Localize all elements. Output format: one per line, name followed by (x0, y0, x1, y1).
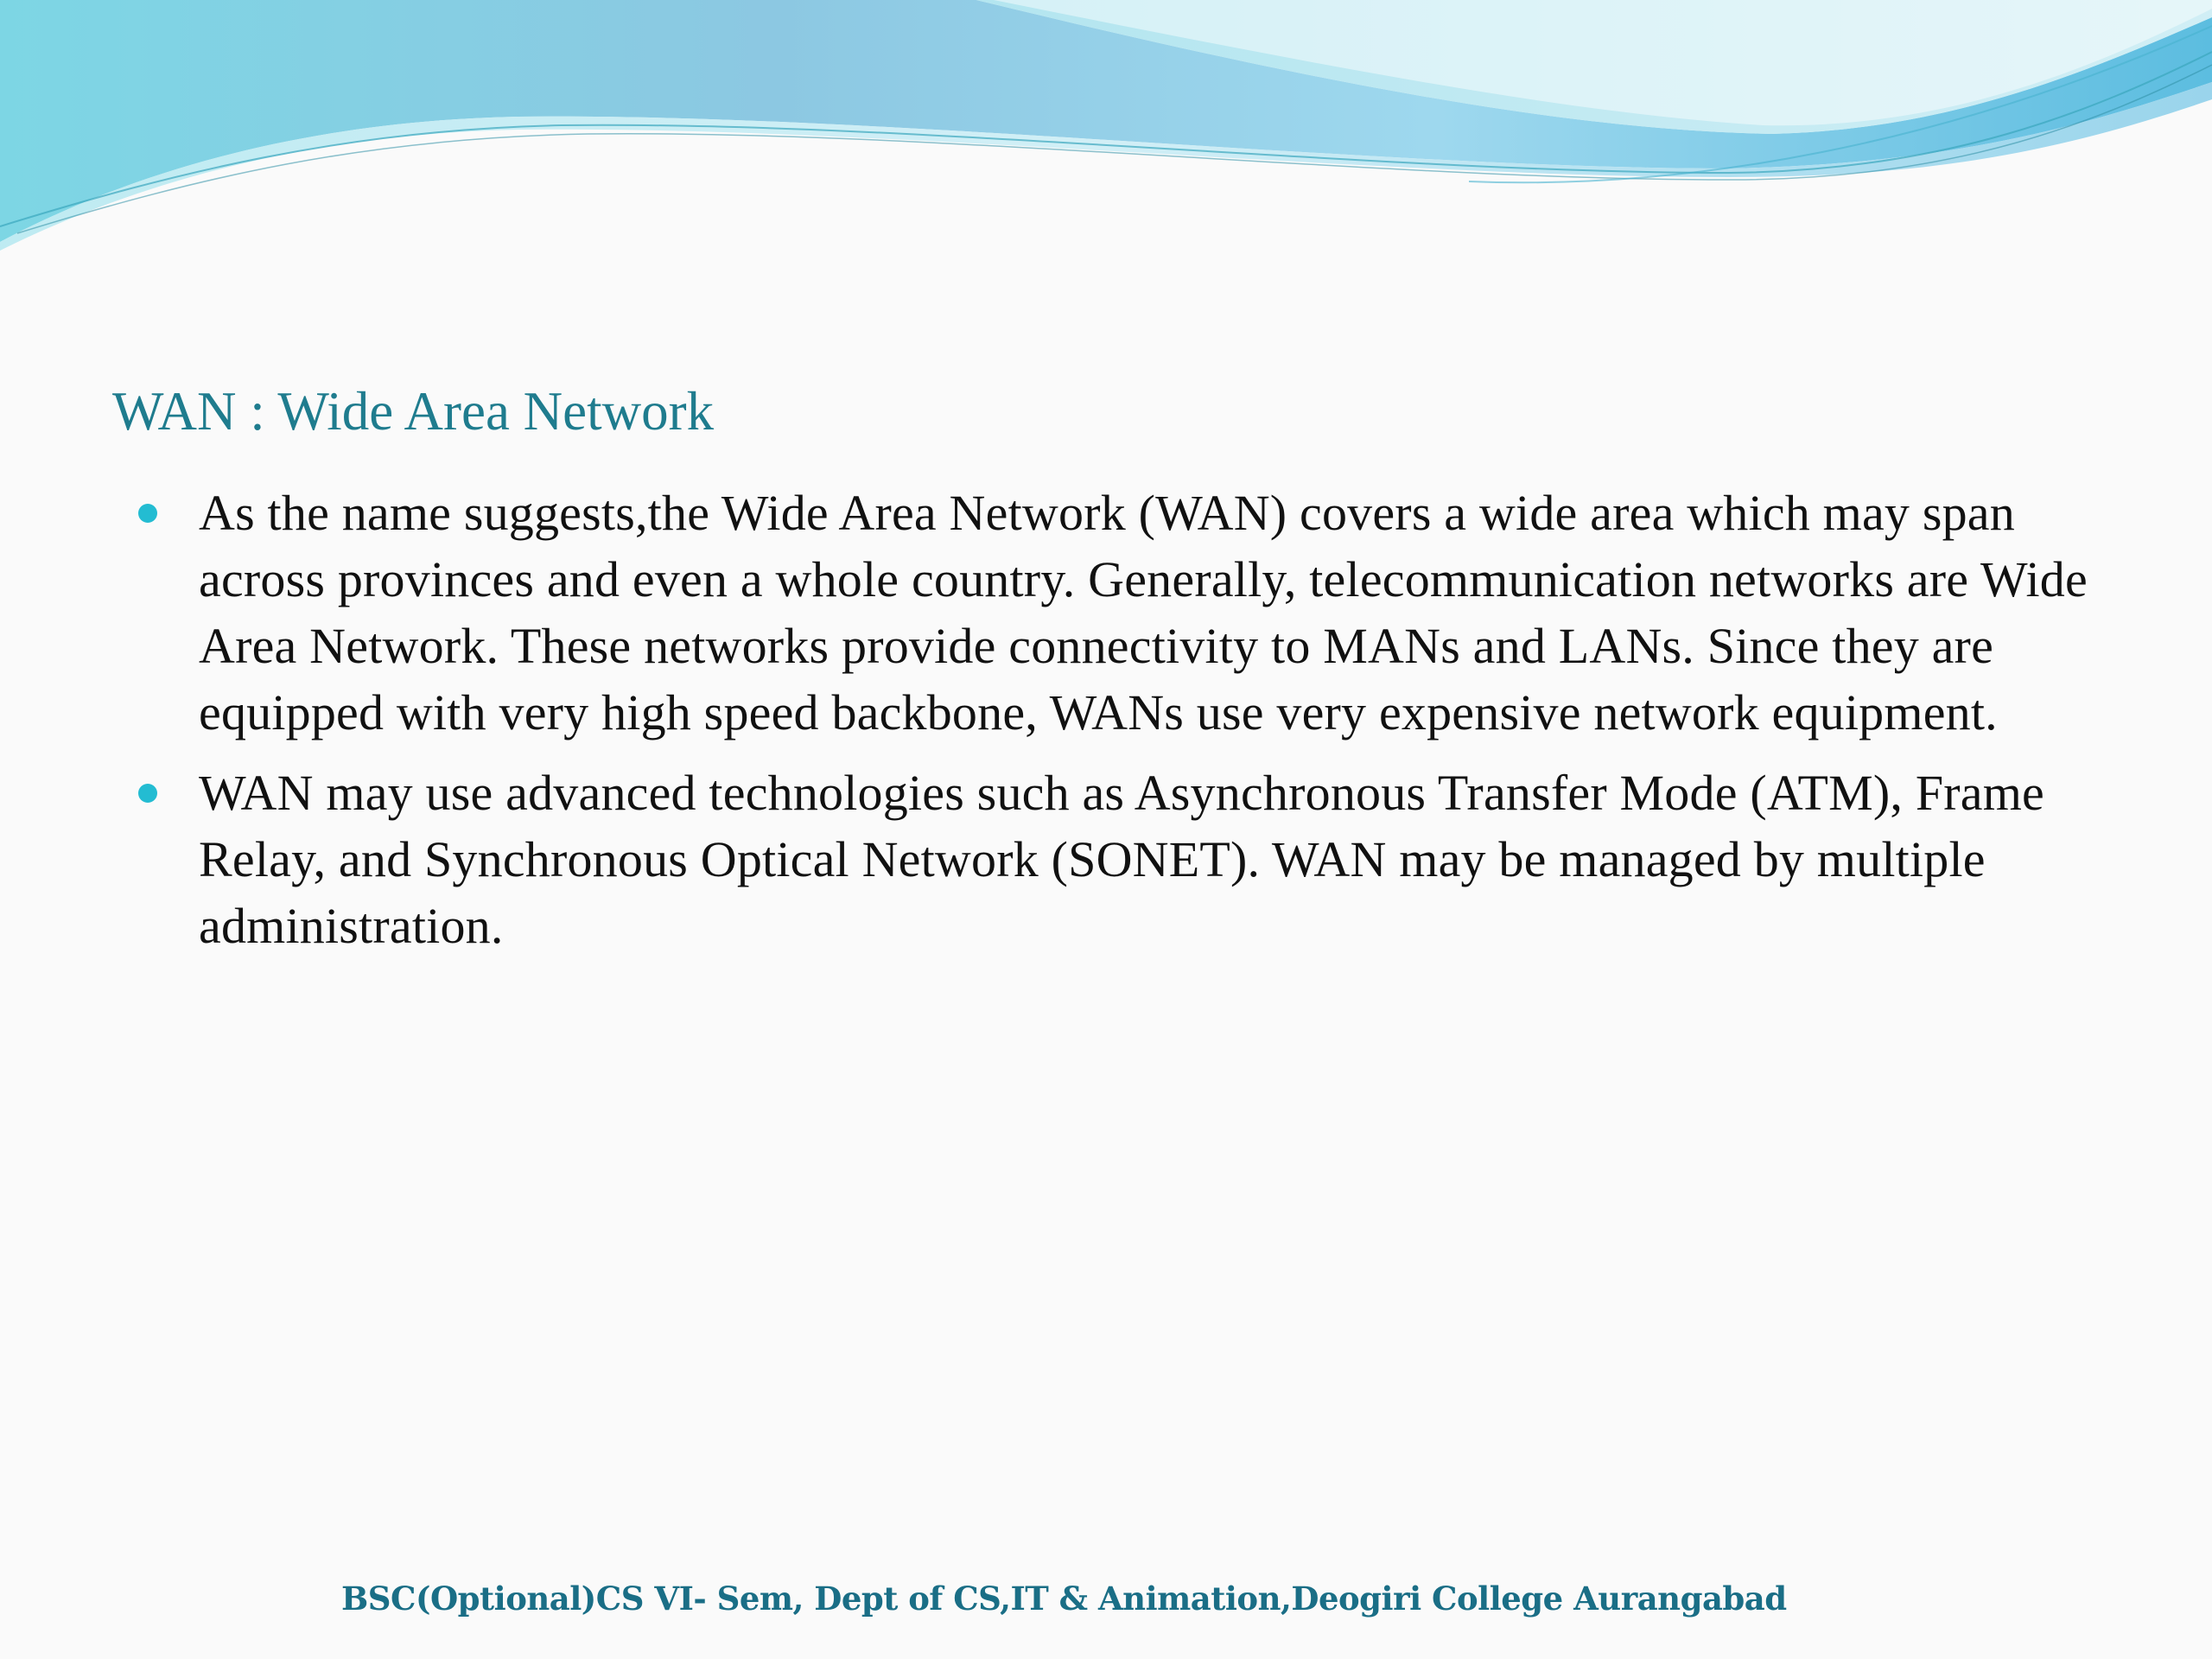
bullet-list (0, 480, 2212, 973)
bullet-text: WAN may use advanced technologies such as Asynchronous Transfer Mode (ATM), Frame Relay, and Synchronous Optical Network (SONET). WAN may be managed by multiple administration. (199, 765, 2045, 954)
bullet-item (0, 760, 2212, 959)
bullet-dot-icon (138, 504, 157, 523)
bullet-text: As the name suggests,the Wide Area Network (WAN) covers a wide area which may span across provinces and even a whole country. Generally, telecommunication networks are Wide Area Network. These networks provide connectivity to MANs and LANs. Since they are equipped with very high speed backbone, WANs use very expensive network equipment. (199, 485, 2088, 741)
bullet-item (0, 480, 2212, 746)
slide-footer: BSC(Optional)CS VI- Sem, Dept of CS,IT & Animation,Deogiri College Aurangabad (341, 1580, 1787, 1618)
bullet-dot-icon (138, 784, 157, 803)
slide-title: WAN : Wide Area Network (112, 381, 715, 442)
decorative-wave-header (0, 0, 2212, 259)
